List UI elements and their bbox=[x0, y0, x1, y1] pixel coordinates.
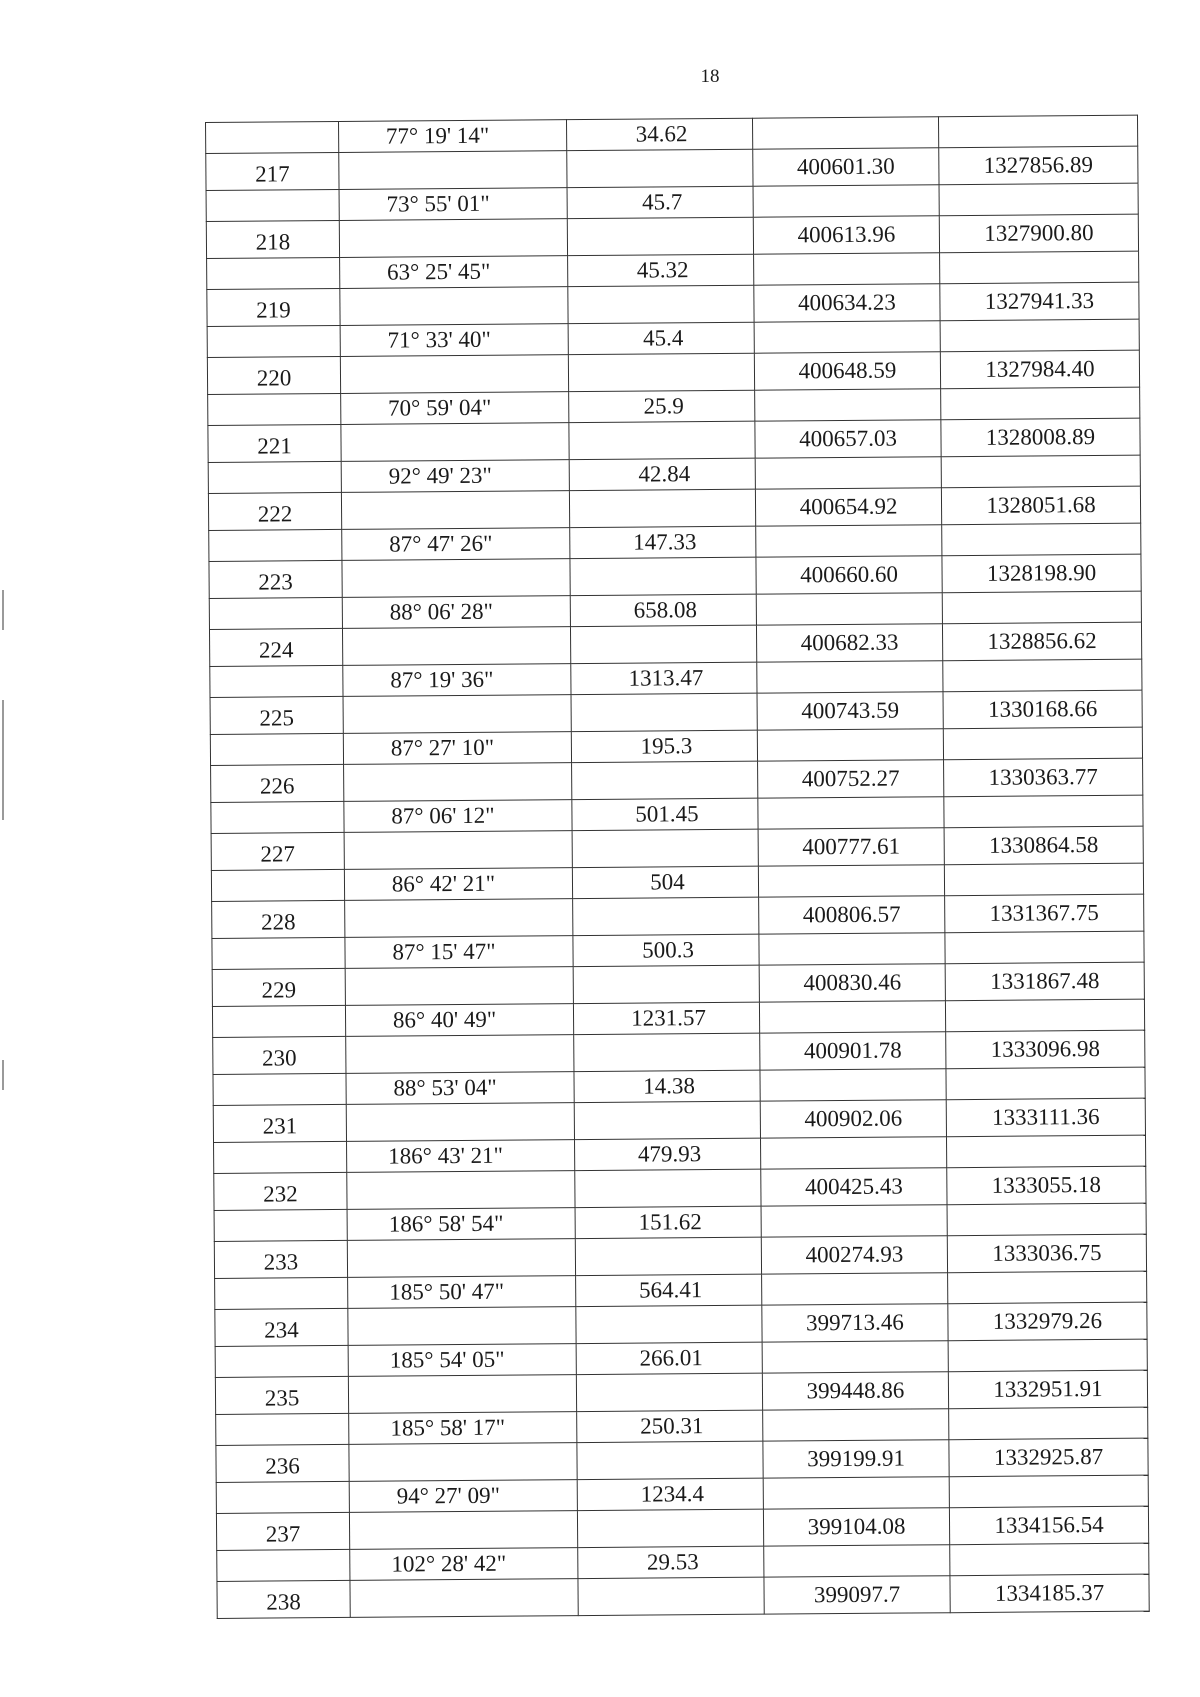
x-coordinate-cell bbox=[760, 1069, 946, 1101]
distance-cell: 1234.4 bbox=[577, 1478, 763, 1510]
y-coordinate-cell bbox=[944, 795, 1143, 828]
bearing-cell: 185° 54' 05" bbox=[348, 1344, 576, 1377]
point-cell: 218 bbox=[206, 220, 339, 258]
x-coordinate-cell bbox=[759, 933, 945, 965]
point-cell bbox=[206, 121, 339, 153]
point-cell bbox=[207, 325, 340, 357]
point-cell: 234 bbox=[215, 1308, 348, 1346]
distance-cell bbox=[568, 285, 754, 323]
distance-cell: 266.01 bbox=[576, 1342, 762, 1374]
bearing-cell bbox=[345, 899, 573, 938]
y-coordinate-cell bbox=[940, 251, 1139, 284]
distance-cell bbox=[574, 1033, 760, 1071]
distance-cell: 195.3 bbox=[571, 730, 757, 762]
y-coordinate-cell bbox=[946, 1067, 1145, 1100]
x-coordinate-cell bbox=[762, 1341, 948, 1373]
bearing-cell: 185° 58' 17" bbox=[349, 1412, 577, 1445]
y-coordinate-cell bbox=[949, 1407, 1148, 1440]
distance-cell bbox=[573, 897, 759, 935]
y-coordinate-cell: 1328198.90 bbox=[942, 554, 1141, 593]
bearing-cell: 102° 28' 42" bbox=[350, 1548, 578, 1581]
point-cell: 230 bbox=[213, 1036, 346, 1074]
distance-cell bbox=[569, 489, 755, 527]
x-coordinate-cell bbox=[756, 593, 942, 625]
point-cell: 235 bbox=[215, 1376, 348, 1414]
point-cell bbox=[211, 801, 344, 833]
y-coordinate-cell bbox=[943, 727, 1142, 760]
bearing-cell: 70° 59' 04" bbox=[341, 392, 569, 425]
bearing-cell: 86° 42' 21" bbox=[344, 868, 572, 901]
point-cell bbox=[215, 1345, 348, 1377]
distance-cell bbox=[571, 693, 757, 731]
bearing-cell bbox=[347, 1171, 575, 1210]
bearing-cell bbox=[346, 1103, 574, 1142]
point-cell bbox=[213, 1073, 346, 1105]
distance-cell: 504 bbox=[572, 866, 758, 898]
bearing-cell: 186° 43' 21" bbox=[347, 1140, 575, 1173]
x-coordinate-cell: 400660.60 bbox=[756, 556, 942, 594]
scan-edge-marks bbox=[0, 0, 12, 1697]
bearing-cell bbox=[347, 1239, 575, 1278]
distance-cell: 29.53 bbox=[578, 1546, 764, 1578]
x-coordinate-cell bbox=[754, 253, 940, 285]
distance-cell bbox=[572, 761, 758, 799]
y-coordinate-cell: 1330168.66 bbox=[943, 690, 1142, 729]
x-coordinate-cell: 400634.23 bbox=[754, 284, 940, 322]
point-cell bbox=[212, 937, 345, 969]
distance-cell bbox=[577, 1509, 763, 1547]
distance-cell bbox=[570, 557, 756, 595]
distance-cell bbox=[572, 829, 758, 867]
point-cell bbox=[209, 529, 342, 561]
point-cell: 233 bbox=[214, 1240, 347, 1278]
x-coordinate-cell bbox=[753, 185, 939, 217]
bearing-cell bbox=[350, 1579, 578, 1618]
distance-cell bbox=[576, 1373, 762, 1411]
x-coordinate-cell: 400654.92 bbox=[755, 488, 941, 526]
y-coordinate-cell: 1330864.58 bbox=[944, 826, 1143, 865]
x-coordinate-cell: 400425.43 bbox=[761, 1168, 947, 1206]
bearing-cell bbox=[348, 1375, 576, 1414]
bearing-cell: 87° 19' 36" bbox=[343, 664, 571, 697]
distance-cell: 45.7 bbox=[567, 186, 753, 218]
distance-cell bbox=[578, 1577, 764, 1615]
y-coordinate-cell: 1333055.18 bbox=[947, 1166, 1146, 1205]
x-coordinate-cell bbox=[764, 1545, 950, 1577]
x-coordinate-cell: 400901.78 bbox=[760, 1032, 946, 1070]
point-cell bbox=[210, 665, 343, 697]
y-coordinate-cell: 1330363.77 bbox=[944, 758, 1143, 797]
distance-cell: 147.33 bbox=[570, 526, 756, 558]
distance-cell: 151.62 bbox=[575, 1206, 761, 1238]
distance-cell: 1313.47 bbox=[571, 662, 757, 694]
bearing-cell bbox=[345, 967, 573, 1006]
bearing-cell: 186° 58' 54" bbox=[347, 1208, 575, 1241]
point-cell: 225 bbox=[210, 696, 343, 734]
y-coordinate-cell bbox=[942, 591, 1141, 624]
point-cell: 217 bbox=[206, 152, 339, 190]
x-coordinate-cell: 400657.03 bbox=[755, 420, 941, 458]
point-cell bbox=[208, 461, 341, 493]
y-coordinate-cell bbox=[946, 1135, 1145, 1168]
y-coordinate-cell bbox=[948, 1339, 1147, 1372]
bearing-cell: 77° 19' 14" bbox=[338, 120, 566, 153]
x-coordinate-cell: 399097.7 bbox=[764, 1576, 950, 1614]
bearing-cell bbox=[339, 219, 567, 258]
x-coordinate-cell bbox=[754, 321, 940, 353]
distance-cell: 500.3 bbox=[573, 934, 759, 966]
point-cell bbox=[211, 869, 344, 901]
bearing-cell bbox=[342, 627, 570, 666]
bearing-cell: 87° 06' 12" bbox=[344, 800, 572, 833]
distance-cell bbox=[576, 1305, 762, 1343]
x-coordinate-cell: 400743.59 bbox=[757, 692, 943, 730]
y-coordinate-cell: 1327941.33 bbox=[940, 282, 1139, 321]
x-coordinate-cell bbox=[759, 1001, 945, 1033]
point-cell: 221 bbox=[208, 424, 341, 462]
point-cell: 232 bbox=[214, 1172, 347, 1210]
bearing-cell: 86° 40' 49" bbox=[345, 1004, 573, 1037]
y-coordinate-cell: 1327900.80 bbox=[939, 214, 1138, 253]
y-coordinate-cell bbox=[944, 863, 1143, 896]
y-coordinate-cell: 1327856.89 bbox=[939, 146, 1138, 185]
table-row bbox=[217, 1574, 1149, 1618]
y-coordinate-cell: 1331867.48 bbox=[945, 962, 1144, 1001]
y-coordinate-cell bbox=[949, 1475, 1148, 1508]
distance-cell bbox=[575, 1237, 761, 1275]
point-cell: 220 bbox=[207, 356, 340, 394]
bearing-cell bbox=[341, 491, 569, 530]
y-coordinate-cell: 1328008.89 bbox=[941, 418, 1140, 457]
x-coordinate-cell: 400613.96 bbox=[753, 216, 939, 254]
distance-cell: 25.9 bbox=[569, 390, 755, 422]
bearing-cell: 87° 47' 26" bbox=[342, 528, 570, 561]
y-coordinate-cell: 1332925.87 bbox=[949, 1438, 1148, 1477]
bearing-cell bbox=[344, 763, 572, 802]
y-coordinate-cell bbox=[940, 319, 1139, 352]
point-cell: 226 bbox=[211, 764, 344, 802]
distance-cell bbox=[568, 353, 754, 391]
y-coordinate-cell bbox=[950, 1543, 1149, 1576]
y-coordinate-cell: 1332951.91 bbox=[948, 1370, 1147, 1409]
bearing-cell bbox=[349, 1511, 577, 1550]
x-coordinate-cell: 399713.46 bbox=[762, 1304, 948, 1342]
point-cell: 238 bbox=[217, 1580, 350, 1618]
page-number: 18 bbox=[700, 66, 720, 87]
x-coordinate-cell: 400830.46 bbox=[759, 964, 945, 1002]
distance-cell: 45.4 bbox=[568, 322, 754, 354]
y-coordinate-cell: 1334185.37 bbox=[950, 1574, 1149, 1613]
x-coordinate-cell bbox=[757, 729, 943, 761]
point-cell: 222 bbox=[208, 492, 341, 530]
point-cell bbox=[208, 393, 341, 425]
distance-cell bbox=[569, 421, 755, 459]
y-coordinate-cell: 1331367.75 bbox=[945, 894, 1144, 933]
coordinates-table-wrapper bbox=[205, 115, 1150, 1619]
point-cell bbox=[217, 1549, 350, 1581]
y-coordinate-cell: 1327984.40 bbox=[940, 350, 1139, 389]
y-coordinate-cell: 1333096.98 bbox=[946, 1030, 1145, 1069]
bearing-cell bbox=[339, 151, 567, 190]
bearing-cell: 94° 27' 09" bbox=[349, 1480, 577, 1513]
y-coordinate-cell bbox=[941, 387, 1140, 420]
y-coordinate-cell bbox=[945, 999, 1144, 1032]
distance-cell: 34.62 bbox=[566, 118, 752, 150]
x-coordinate-cell: 400601.30 bbox=[753, 148, 939, 186]
bearing-cell: 185° 50' 47" bbox=[348, 1276, 576, 1309]
point-cell bbox=[216, 1481, 349, 1513]
x-coordinate-cell bbox=[757, 661, 943, 693]
x-coordinate-cell bbox=[762, 1273, 948, 1305]
bearing-cell bbox=[341, 423, 569, 462]
y-coordinate-cell bbox=[941, 455, 1140, 488]
distance-cell: 250.31 bbox=[577, 1410, 763, 1442]
bearing-cell: 87° 27' 10" bbox=[343, 732, 571, 765]
point-cell: 228 bbox=[212, 900, 345, 938]
x-coordinate-cell: 399199.91 bbox=[763, 1440, 949, 1478]
x-coordinate-cell: 400682.33 bbox=[756, 624, 942, 662]
bearing-cell: 88° 53' 04" bbox=[346, 1072, 574, 1105]
bearing-cell bbox=[344, 831, 572, 870]
x-coordinate-cell bbox=[761, 1205, 947, 1237]
point-cell: 219 bbox=[207, 288, 340, 326]
bearing-cell bbox=[343, 695, 571, 734]
y-coordinate-cell: 1333111.36 bbox=[946, 1098, 1145, 1137]
x-coordinate-cell bbox=[755, 389, 941, 421]
distance-cell: 658.08 bbox=[570, 594, 756, 626]
bearing-cell: 71° 33' 40" bbox=[340, 324, 568, 357]
point-cell bbox=[216, 1413, 349, 1445]
bearing-cell: 87° 15' 47" bbox=[345, 936, 573, 969]
distance-cell bbox=[577, 1441, 763, 1479]
y-coordinate-cell bbox=[938, 115, 1137, 148]
x-coordinate-cell bbox=[756, 525, 942, 557]
bearing-cell bbox=[348, 1307, 576, 1346]
point-cell bbox=[212, 1005, 345, 1037]
point-cell bbox=[206, 189, 339, 221]
point-cell: 236 bbox=[216, 1444, 349, 1482]
x-coordinate-cell: 400752.27 bbox=[758, 760, 944, 798]
bearing-cell bbox=[342, 559, 570, 598]
distance-cell bbox=[573, 965, 759, 1003]
distance-cell: 1231.57 bbox=[573, 1002, 759, 1034]
y-coordinate-cell: 1334156.54 bbox=[949, 1506, 1148, 1545]
y-coordinate-cell: 1332979.26 bbox=[948, 1302, 1147, 1341]
x-coordinate-cell: 400648.59 bbox=[754, 352, 940, 390]
distance-cell: 42.84 bbox=[569, 458, 755, 490]
distance-cell bbox=[567, 149, 753, 187]
point-cell: 223 bbox=[209, 560, 342, 598]
survey-coordinates-table bbox=[205, 115, 1150, 1619]
table-body bbox=[206, 115, 1150, 1618]
x-coordinate-cell bbox=[763, 1409, 949, 1441]
bearing-cell: 88° 06' 28" bbox=[342, 596, 570, 629]
point-cell: 229 bbox=[212, 968, 345, 1006]
distance-cell: 479.93 bbox=[575, 1138, 761, 1170]
point-cell: 237 bbox=[216, 1512, 349, 1550]
point-cell bbox=[214, 1209, 347, 1241]
point-cell: 224 bbox=[209, 628, 342, 666]
bearing-cell bbox=[340, 355, 568, 394]
point-cell bbox=[210, 733, 343, 765]
distance-cell bbox=[570, 625, 756, 663]
x-coordinate-cell bbox=[758, 865, 944, 897]
distance-cell bbox=[567, 217, 753, 255]
x-coordinate-cell: 400274.93 bbox=[761, 1236, 947, 1274]
x-coordinate-cell: 400806.57 bbox=[759, 896, 945, 934]
distance-cell: 45.32 bbox=[568, 254, 754, 286]
x-coordinate-cell: 400902.06 bbox=[760, 1100, 946, 1138]
distance-cell bbox=[574, 1101, 760, 1139]
point-cell bbox=[209, 597, 342, 629]
bearing-cell: 73° 55' 01" bbox=[339, 188, 567, 221]
y-coordinate-cell: 1333036.75 bbox=[947, 1234, 1146, 1273]
x-coordinate-cell bbox=[760, 1137, 946, 1169]
x-coordinate-cell bbox=[755, 457, 941, 489]
point-cell bbox=[215, 1277, 348, 1309]
y-coordinate-cell bbox=[947, 1203, 1146, 1236]
distance-cell bbox=[575, 1169, 761, 1207]
y-coordinate-cell bbox=[942, 523, 1141, 556]
x-coordinate-cell bbox=[758, 797, 944, 829]
y-coordinate-cell bbox=[939, 183, 1138, 216]
bearing-cell bbox=[346, 1035, 574, 1074]
y-coordinate-cell bbox=[948, 1271, 1147, 1304]
distance-cell: 14.38 bbox=[574, 1070, 760, 1102]
distance-cell: 564.41 bbox=[576, 1274, 762, 1306]
bearing-cell: 63° 25' 45" bbox=[340, 256, 568, 289]
bearing-cell bbox=[340, 287, 568, 326]
y-coordinate-cell: 1328051.68 bbox=[941, 486, 1140, 525]
y-coordinate-cell: 1328856.62 bbox=[942, 622, 1141, 661]
x-coordinate-cell bbox=[752, 117, 938, 149]
point-cell bbox=[207, 257, 340, 289]
y-coordinate-cell bbox=[945, 931, 1144, 964]
y-coordinate-cell bbox=[943, 659, 1142, 692]
point-cell: 227 bbox=[211, 832, 344, 870]
point-cell bbox=[214, 1141, 347, 1173]
bearing-cell bbox=[349, 1443, 577, 1482]
x-coordinate-cell bbox=[763, 1477, 949, 1509]
bearing-cell: 92° 49' 23" bbox=[341, 460, 569, 493]
x-coordinate-cell: 400777.61 bbox=[758, 828, 944, 866]
x-coordinate-cell: 399448.86 bbox=[762, 1372, 948, 1410]
point-cell: 231 bbox=[213, 1104, 346, 1142]
x-coordinate-cell: 399104.08 bbox=[763, 1508, 949, 1546]
distance-cell: 501.45 bbox=[572, 798, 758, 830]
